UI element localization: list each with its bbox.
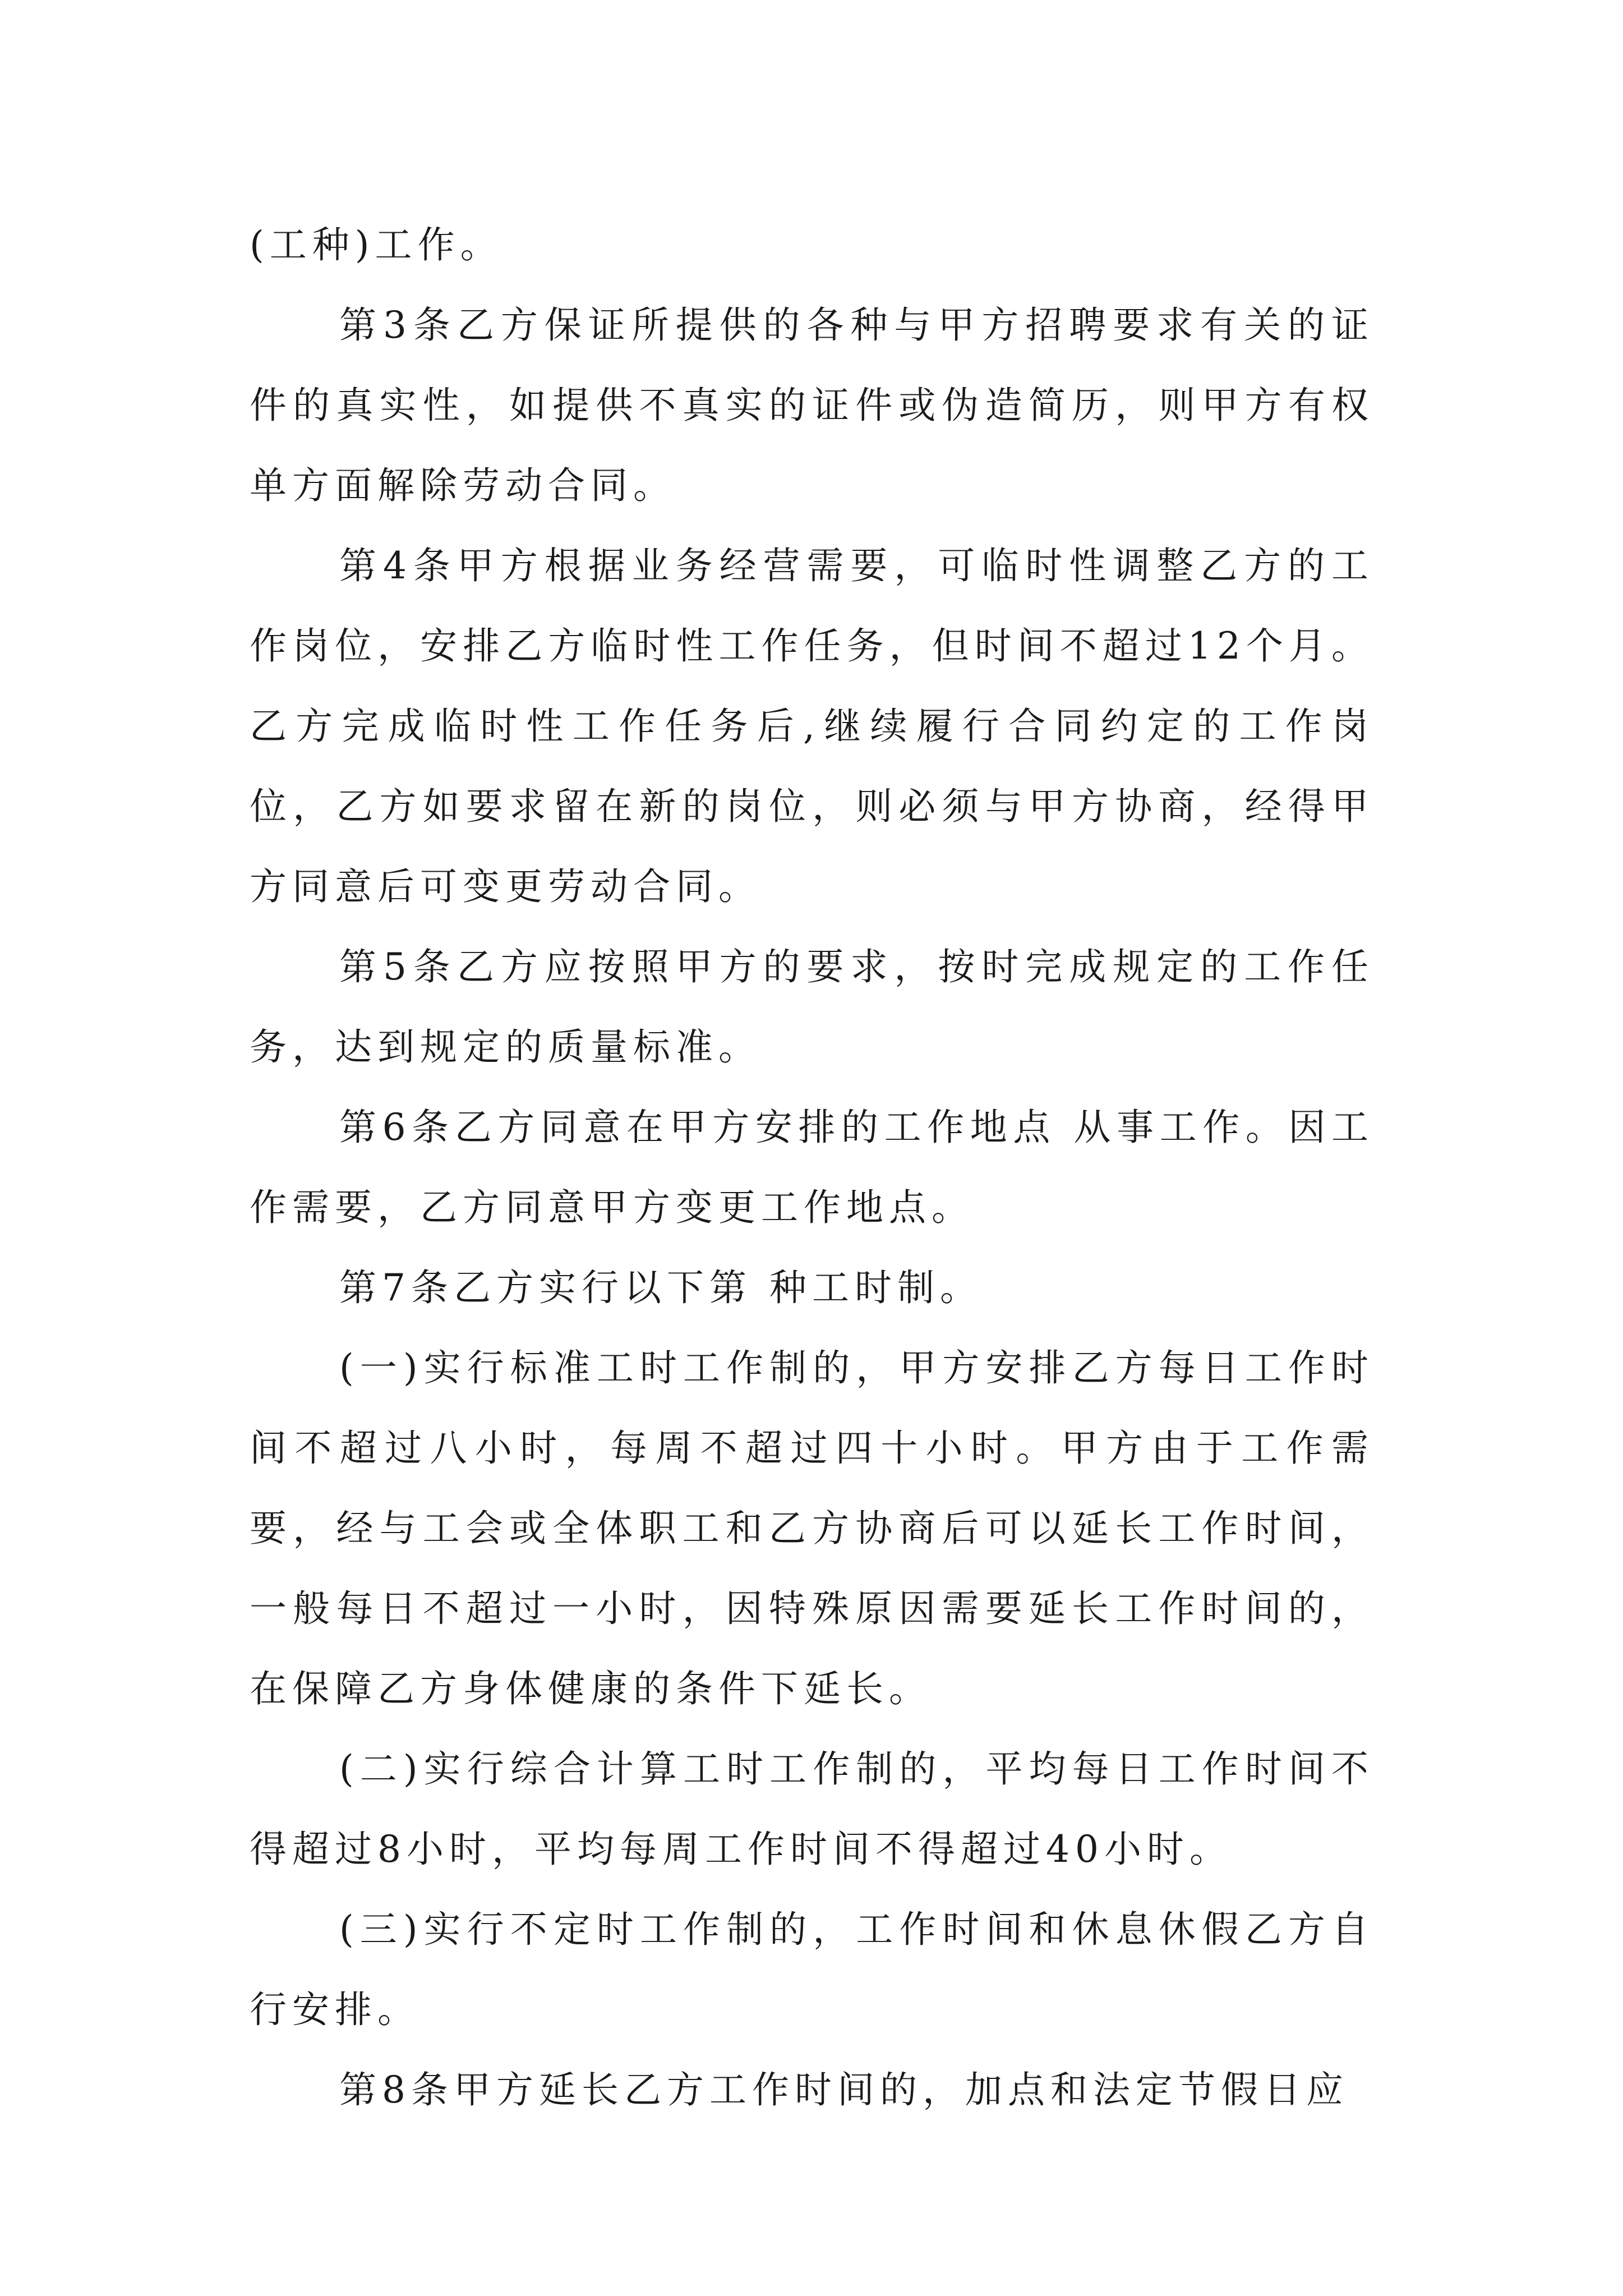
paragraph-article-7-item-1: (一)实行标准工时工作制的，甲方安排乙方每日工作时间不超过八小时，每周不超过四十小时。甲方由于工作需要，经与工会或全体职工和乙方协商后可以延长工作时间，一般每日不超过一小时，因特殊原因需要延长工作时间的，在保障乙方身体健康的条件下延长。 [250, 1346, 1374, 1710]
paragraph-article-3: 第3条乙方保证所提供的各种与甲方招聘要求有关的证件的真实性，如提供不真实的证件或伪造简历，则甲方有权单方面解除劳动合同。 [250, 303, 1374, 507]
paragraph-article-8: 第8条甲方延长乙方工作时间的，加点和法定节假日应 [339, 2068, 1349, 2111]
paragraph-article-4: 第4条甲方根据业务经营需要，可临时性调整乙方的工作岗位，安排乙方临时性工作任务，但时间不超过12个月。乙方完成临时性工作任务后,继续履行合同约定的工作岗位，乙方如要求留在新的岗位，则必须与甲方协商，经得甲方同意后可变更劳动合同。 [250, 544, 1374, 908]
paragraph-article-6: 第6条乙方同意在甲方安排的工作地点 从事工作。因工作需要，乙方同意甲方变更工作地点。 [250, 1106, 1374, 1229]
paragraph-article-7-item-3: (三)实行不定时工作制的，工作时间和休息休假乙方自行安排。 [250, 1908, 1374, 2031]
paragraph-continuation: (工种)工作。 [250, 223, 503, 266]
paragraph-article-7-item-2: (二)实行综合计算工时工作制的，平均每日工作时间不得超过8小时，平均每周工作时间不得超过40小时。 [250, 1747, 1374, 1871]
paragraph-article-7: 第7条乙方实行以下第 种工时制。 [339, 1266, 983, 1309]
document-body [250, 205, 1374, 2130]
paragraph-article-5: 第5条乙方应按照甲方的要求，按时完成规定的工作任务，达到规定的质量标准。 [250, 945, 1374, 1069]
